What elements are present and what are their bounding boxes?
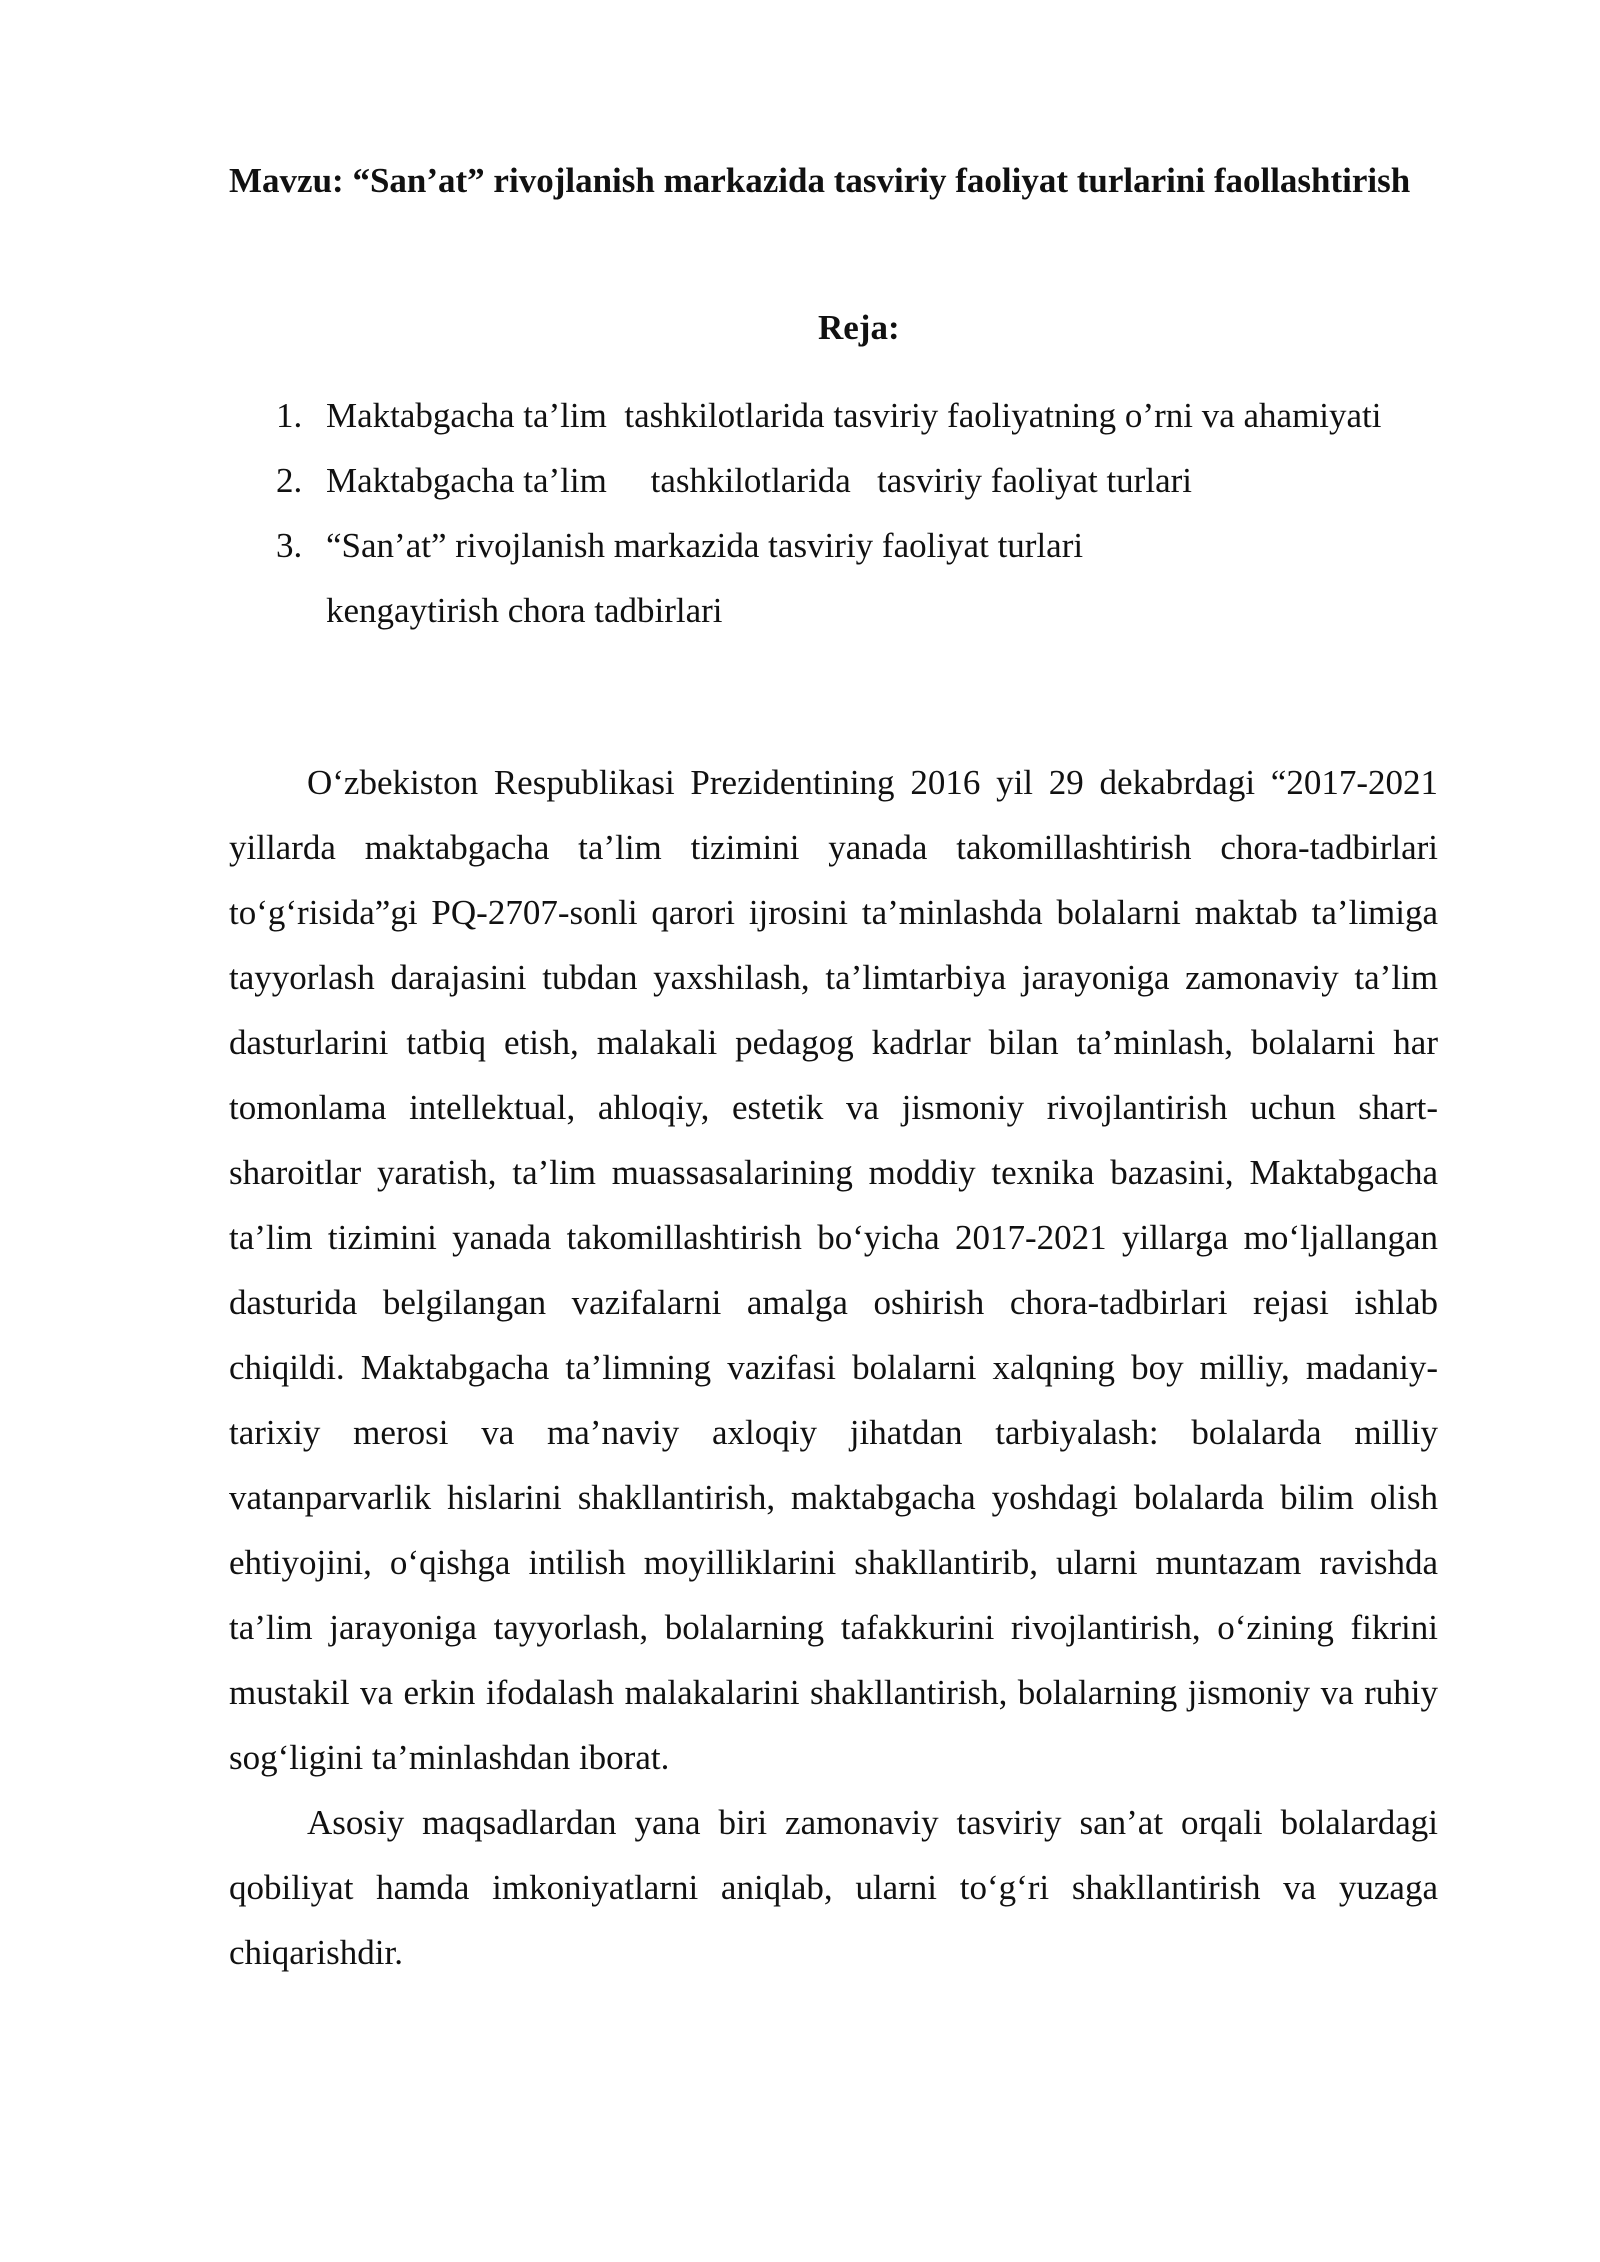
- plan-item-number: 3.: [276, 526, 303, 565]
- plan-item-number: 1.: [276, 396, 303, 435]
- plan-item: [0, 383, 1476, 448]
- document-body: [229, 750, 1438, 1985]
- plan-item-text: Maktabgacha ta’lim tashkilotlarida tasviriy faoliyat turlari: [326, 461, 1192, 500]
- plan-item: [0, 448, 1476, 513]
- plan-item: [0, 513, 1476, 643]
- plan-item-number: 2.: [276, 461, 303, 500]
- document-title: Mavzu: “San’at” rivojlanish markazida tasviriy faoliyat turlarini faollashtirish: [229, 161, 1411, 200]
- plan-list: [0, 383, 1600, 643]
- body-paragraph: Asosiy maqsadlardan yana biri zamonaviy tasviriy san’at orqali bolalardagi qobiliyat hamda imkoniyatlarni aniqlab, ularni to‘g‘ri shakllantirish va yuzaga chiqarishdir.: [229, 1803, 1438, 1972]
- plan-item-text: “San’at” rivojlanish markazida tasviriy faoliyat turlari kengaytirish chora tadbirlari: [326, 526, 1084, 630]
- body-paragraph: O‘zbekiston Respublikasi Prezidentining 2016 yil 29 dekabrdagi “2017-2021 yillarda maktabgacha ta’lim tizimini yanada takomillashtirish chora-tadbirlari to‘g‘risida”gi PQ-2707-sonli qarori ijrosini ta’minlashda bolalarni maktab ta’limiga tayyorlash darajasini tubdan yaxshilash, ta’limtarbiya jarayoniga zamonaviy ta’lim dasturlarini tatbiq etish, malakali pedagog kadrlar bilan ta’minlash, bolalarni har tomonlama intellektual, ahloqiy, estetik va jismoniy rivojlantirish uchun shart-sharoitlar yaratish, ta’lim muassasalarining moddiy texnika bazasini, Maktabgacha ta’lim tizimini yanada takomillashtirish bo‘yicha 2017-2021 yillarga mo‘ljallangan dasturida belgilangan vazifalarni amalga oshirish chora-tadbirlari rejasi ishlab chiqildi. Maktabgacha ta’limning vazifasi bolalarni xalqning boy milliy, madaniy-tarixiy merosi va ma’naviy axloqiy jihatdan tarbiyalash: bolalarda milliy vatanparvarlik hislarini shakllantirish, maktabgacha yoshdagi bolalarda bilim olish ehtiyojini, o‘qishga intilish moyilliklarini shakllantirib, ularni muntazam ravishda ta’lim jarayoniga tayyorlash, bolalarning tafakkurini rivojlantirish, o‘zining fikrini mustakil va erkin ifodalash malakalarini shakllantirish, bolalarning jismoniy va ruhiy sog‘ligini ta’minlashdan iborat.: [229, 763, 1438, 1777]
- plan-item-text: Maktabgacha ta’lim tashkilotlarida tasviriy faoliyatning o’rni va ahamiyati: [326, 396, 1382, 435]
- plan-heading: Reja:: [818, 308, 900, 347]
